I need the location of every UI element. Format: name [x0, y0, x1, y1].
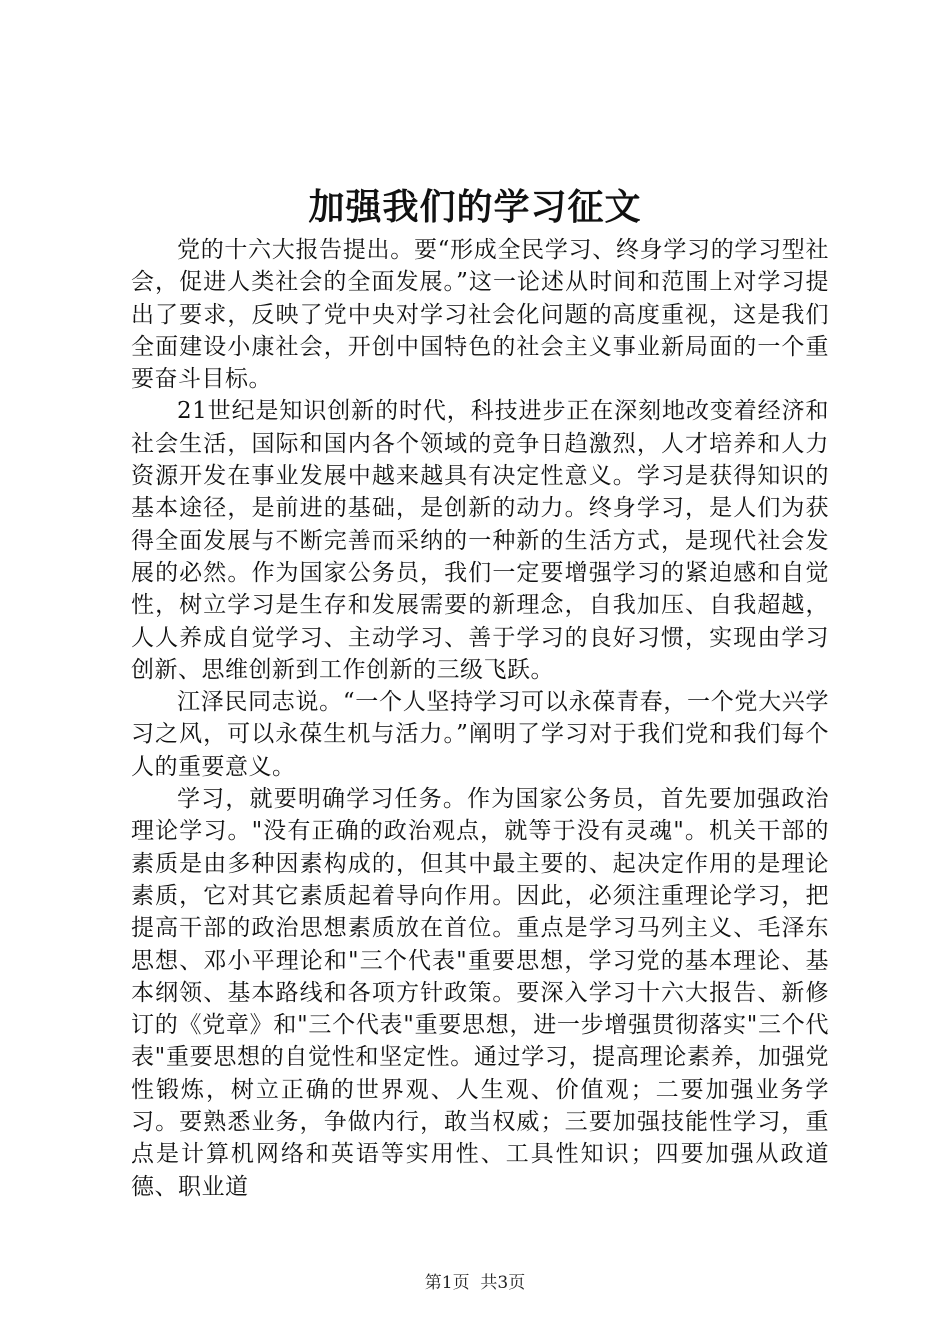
paragraph-2: 21世纪是知识创新的时代，科技进步正在深刻地改变着经济和社会生活，国际和国内各个领域的竞争日趋激烈，人才培养和人力资源开发在事业发展中越来越具有决定性意义。学习是获得知识的基本途径，是前进的基础，是创新的动力。终身学习，是人们为获得全面发展与不断完善而采纳的一种新的生活方式，是现代社会发展的必然。作为国家公务员，我们一定要增强学习的紧迫感和自觉性，树立学习是生存和发展需要的新理念，自我加压、自我超越，人人养成自觉学习、主动学习、善于学习的良好习惯，实现由学习创新、思维创新到工作创新的三级飞跃。 [131, 398, 829, 683]
document-title: 加强我们的学习征文 [308, 186, 642, 228]
page-footer [0, 1271, 950, 1295]
paragraph-1: 党的十六大报告提出。要“形成全民学习、终身学习的学习型社会，促进人类社会的全面发展。”这一论述从时间和范围上对学习提出了要求，反映了党中央对学习社会化问题的高度重视，这是我们全面建设小康社会，开创中国特色的社会主义事业新局面的一个重要奋斗目标。 [131, 237, 829, 393]
paragraph-4: 学习，就要明确学习任务。作为国家公务员，首先要加强政治理论学习。"没有正确的政治观点，就等于没有灵魂"。机关干部的素质是由多种因素构成的，但其中最主要的、起决定作用的是理论素质，它对其它素质起着导向作用。因此，必须注重理论学习，把提高干部的政治思想素质放在首位。重点是学习马列主义、毛泽东思想、邓小平理论和"三个代表"重要思想，学习党的基本理论、基本纲领、基本路线和各项方针政策。要深入学习十六大报告、新修订的《党章》和"三个代表"重要思想，进一步增强贯彻落实"三个代表"重要思想的自觉性和坚定性。通过学习，提高理论素养，加强党性锻炼，树立正确的世界观、人生观、价值观；二要加强业务学习。要熟悉业务，争做内行，敢当权威；三要加强技能性学习，重点是计算机网络和英语等实用性、工具性知识；四要加强从政道德、职业道 [131, 786, 829, 1200]
page-total: 共3页 [480, 1273, 526, 1293]
footer-separator [470, 1273, 481, 1293]
document-body [131, 234, 829, 1203]
page-number: 第1页 [424, 1273, 470, 1293]
paragraph-3: 江泽民同志说。“一个人坚持学习可以永葆青春，一个党大兴学习之风，可以永葆生机与活力。”阐明了学习对于我们党和我们每个人的重要意义。 [131, 689, 829, 780]
